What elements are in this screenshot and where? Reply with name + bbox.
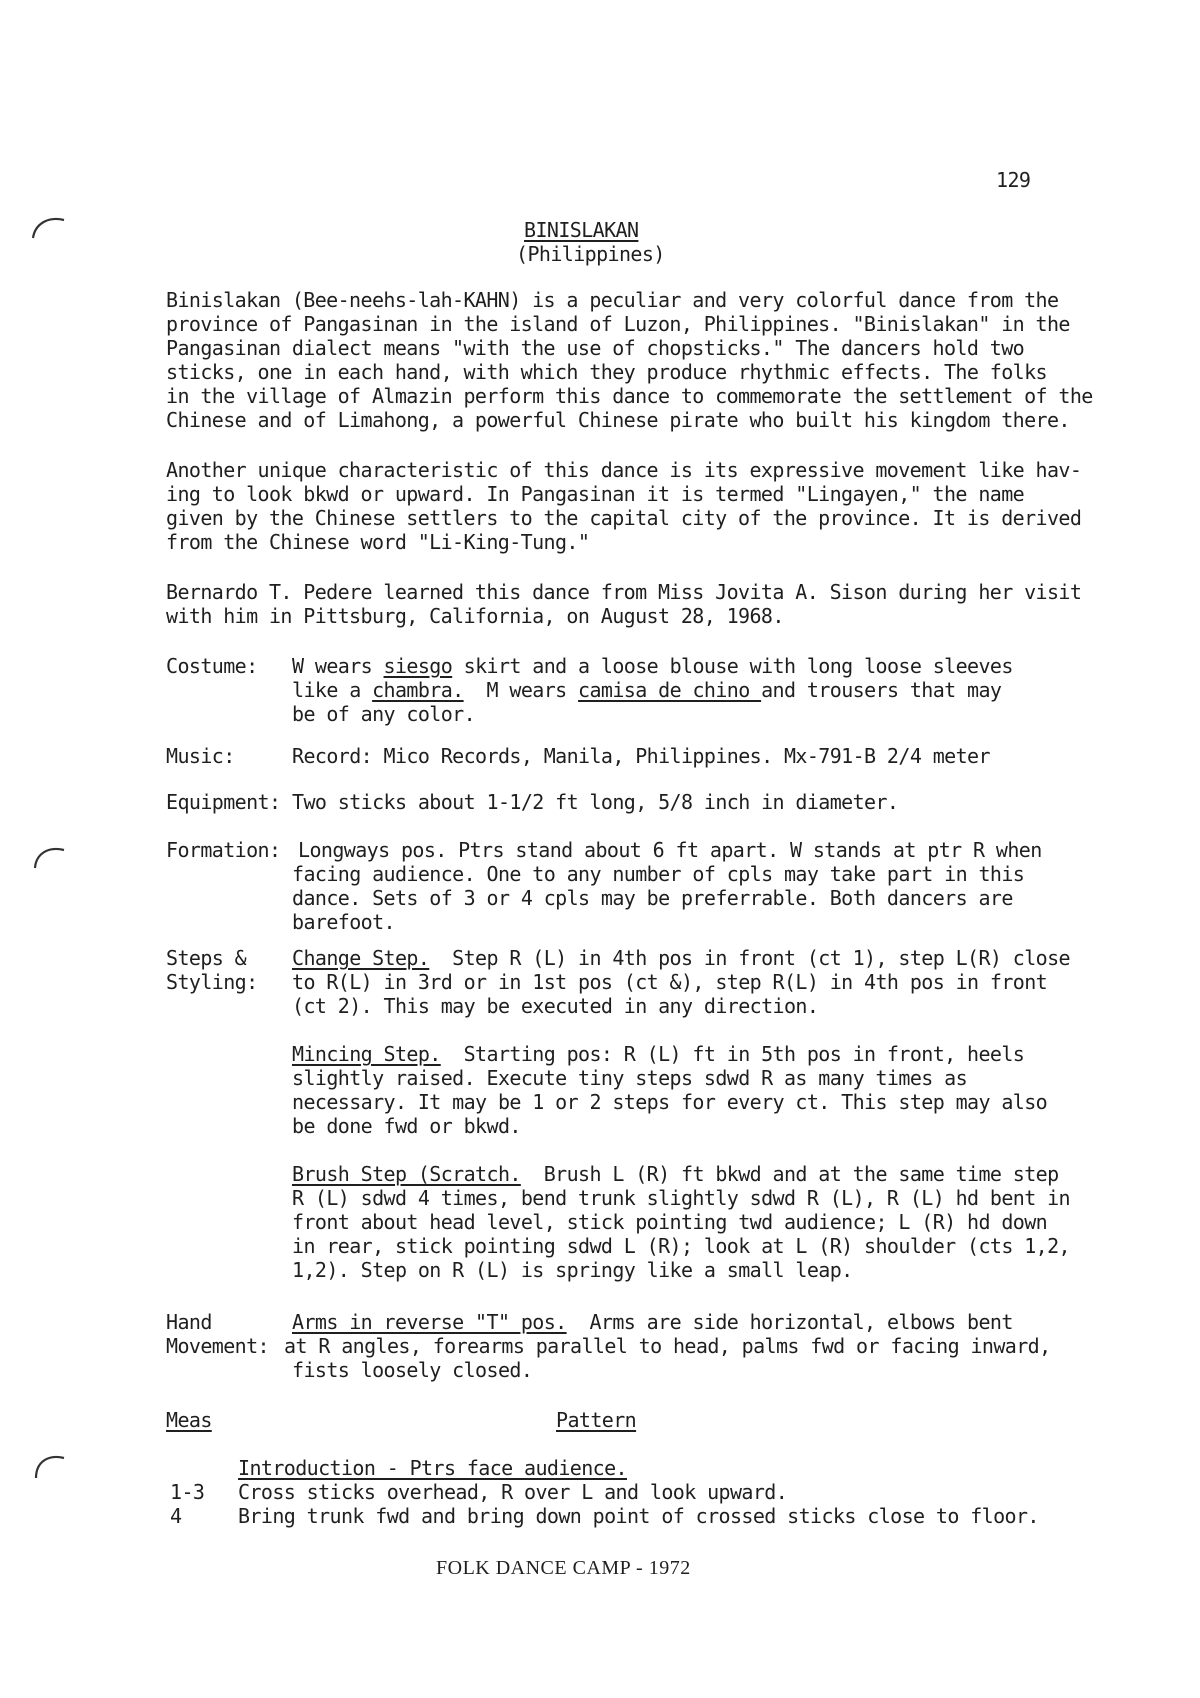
text-line: Record: Mico Records, Manila, Philippines. Mx-791-B 2/4 meter [292, 744, 990, 768]
text-line: Longways pos. Ptrs stand about 6 ft apart. W stands at ptr R when [298, 838, 1042, 862]
meas-cell: 1-3 [170, 1480, 205, 1504]
brush-step-name: Brush Step (Scratch. [292, 1162, 521, 1186]
text-span: Arms are side horizontal, elbows bent [566, 1310, 1013, 1334]
text-line: province of Pangasinan in the island of Luzon, Philippines. "Binislakan" in the [166, 312, 1070, 336]
text-line: Another unique characteristic of this dance is its expressive movement like hav- [166, 458, 1082, 482]
text-line: barefoot. [292, 910, 395, 934]
text-line: fists loosely closed. [292, 1358, 533, 1382]
dance-title: BINISLAKAN [524, 218, 639, 242]
text-line: at R angles, forearms parallel to head, palms fwd or facing inward, [284, 1334, 1051, 1358]
chambra-term: chambra. [372, 678, 464, 702]
text-span: like a [292, 678, 373, 702]
text-line: front about head level, stick pointing twd audience; L (R) hd down [292, 1210, 1048, 1234]
punch-hole-mark-icon [30, 838, 70, 878]
text-line: to R(L) in 3rd or in 1st pos (ct &), step R(L) in 4th pos in front [292, 970, 1048, 994]
text-line [292, 654, 1013, 678]
punch-hole-mark-icon [30, 208, 70, 248]
meas-header: Meas [166, 1408, 212, 1432]
costume-label: Costume: [166, 654, 258, 678]
text-line: slightly raised. Execute tiny steps sdwd R as many times as [292, 1066, 968, 1090]
text-span: Step R (L) in 4th pos in front (ct 1), step L(R) close [429, 946, 1070, 970]
introduction-heading: Introduction - Ptrs face audience. [238, 1456, 627, 1480]
text-span: M wears [463, 678, 579, 702]
text-line: (ct 2). This may be executed in any direction. [292, 994, 819, 1018]
steps-label: Styling: [166, 970, 258, 994]
text-line: ing to look bkwd or upward. In Pangasinan it is termed "Lingayen," the name [166, 482, 1025, 506]
page-footer: FOLK DANCE CAMP - 1972 [436, 1557, 691, 1579]
text-line: be of any color. [292, 702, 476, 726]
text-span: W wears [292, 654, 384, 678]
text-line: R (L) sdwd 4 times, bend trunk slightly sdwd R (L), R (L) hd bent in [292, 1186, 1070, 1210]
text-line: Binislakan (Bee-neehs-lah-KAHN) is a peculiar and very colorful dance from the [166, 288, 1059, 312]
pattern-cell: Cross sticks overhead, R over L and look upward. [238, 1480, 788, 1504]
text-line: Two sticks about 1-1/2 ft long, 5/8 inch in diameter. [292, 790, 899, 814]
siesgo-term: siesgo [383, 654, 453, 678]
change-step-name: Change Step. [292, 946, 430, 970]
text-line: necessary. It may be 1 or 2 steps for every ct. This step may also [292, 1090, 1048, 1114]
text-line: facing audience. One to any number of cpls may take part in this [292, 862, 1025, 886]
meas-cell: 4 [170, 1504, 182, 1528]
text-line: 1,2). Step on R (L) is springy like a small leap. [292, 1258, 853, 1282]
page-number: 129 [996, 168, 1031, 192]
text-line: Pangasinan dialect means "with the use of chopsticks." The dancers hold two [166, 336, 1025, 360]
text-span: Brush L (R) ft bkwd and at the same time step [520, 1162, 1059, 1186]
text-line [292, 1042, 1024, 1066]
dance-origin: (Philippines) [516, 242, 665, 266]
punch-hole-mark-icon [30, 1446, 70, 1486]
pattern-header: Pattern [556, 1408, 637, 1432]
pattern-cell: Bring trunk fwd and bring down point of crossed sticks close to floor. [238, 1504, 1039, 1528]
text-line: in rear, stick pointing sdwd L (R); look at L (R) shoulder (cts 1,2, [292, 1234, 1070, 1258]
reverse-t-name: Arms in reverse "T" pos. [292, 1310, 567, 1334]
text-span: skirt and a loose blouse with long loose sleeves [452, 654, 1013, 678]
equipment-label: Equipment: [166, 790, 281, 814]
steps-label: Steps & [166, 946, 247, 970]
text-line: Bernardo T. Pedere learned this dance from Miss Jovita A. Sison during her visit [166, 580, 1082, 604]
text-line: dance. Sets of 3 or 4 cpls may be preferrable. Both dancers are [292, 886, 1013, 910]
text-line: in the village of Almazin perform this dance to commemorate the settlement of the [166, 384, 1093, 408]
hand-label: Movement: [166, 1334, 269, 1358]
mincing-step-name: Mincing Step. [292, 1042, 441, 1066]
text-line: from the Chinese word "Li-King-Tung." [166, 530, 590, 554]
text-line [292, 678, 1001, 702]
text-line: be done fwd or bkwd. [292, 1114, 521, 1138]
camisa-term: camisa de chino [578, 678, 762, 702]
text-span: and trousers that may [761, 678, 1002, 702]
text-line [292, 1310, 1013, 1334]
formation-label: Formation: [166, 838, 281, 862]
text-line [292, 946, 1070, 970]
text-line: given by the Chinese settlers to the capital city of the province. It is derived [166, 506, 1082, 530]
music-label: Music: [166, 744, 235, 768]
text-line: with him in Pittsburg, California, on August 28, 1968. [166, 604, 784, 628]
hand-label: Hand [166, 1310, 212, 1334]
text-span: Starting pos: R (L) ft in 5th pos in front, heels [440, 1042, 1025, 1066]
text-line [292, 1162, 1059, 1186]
text-line: sticks, one in each hand, with which they produce rhythmic effects. The folks [166, 360, 1047, 384]
text-line: Chinese and of Limahong, a powerful Chinese pirate who built his kingdom there. [166, 408, 1070, 432]
